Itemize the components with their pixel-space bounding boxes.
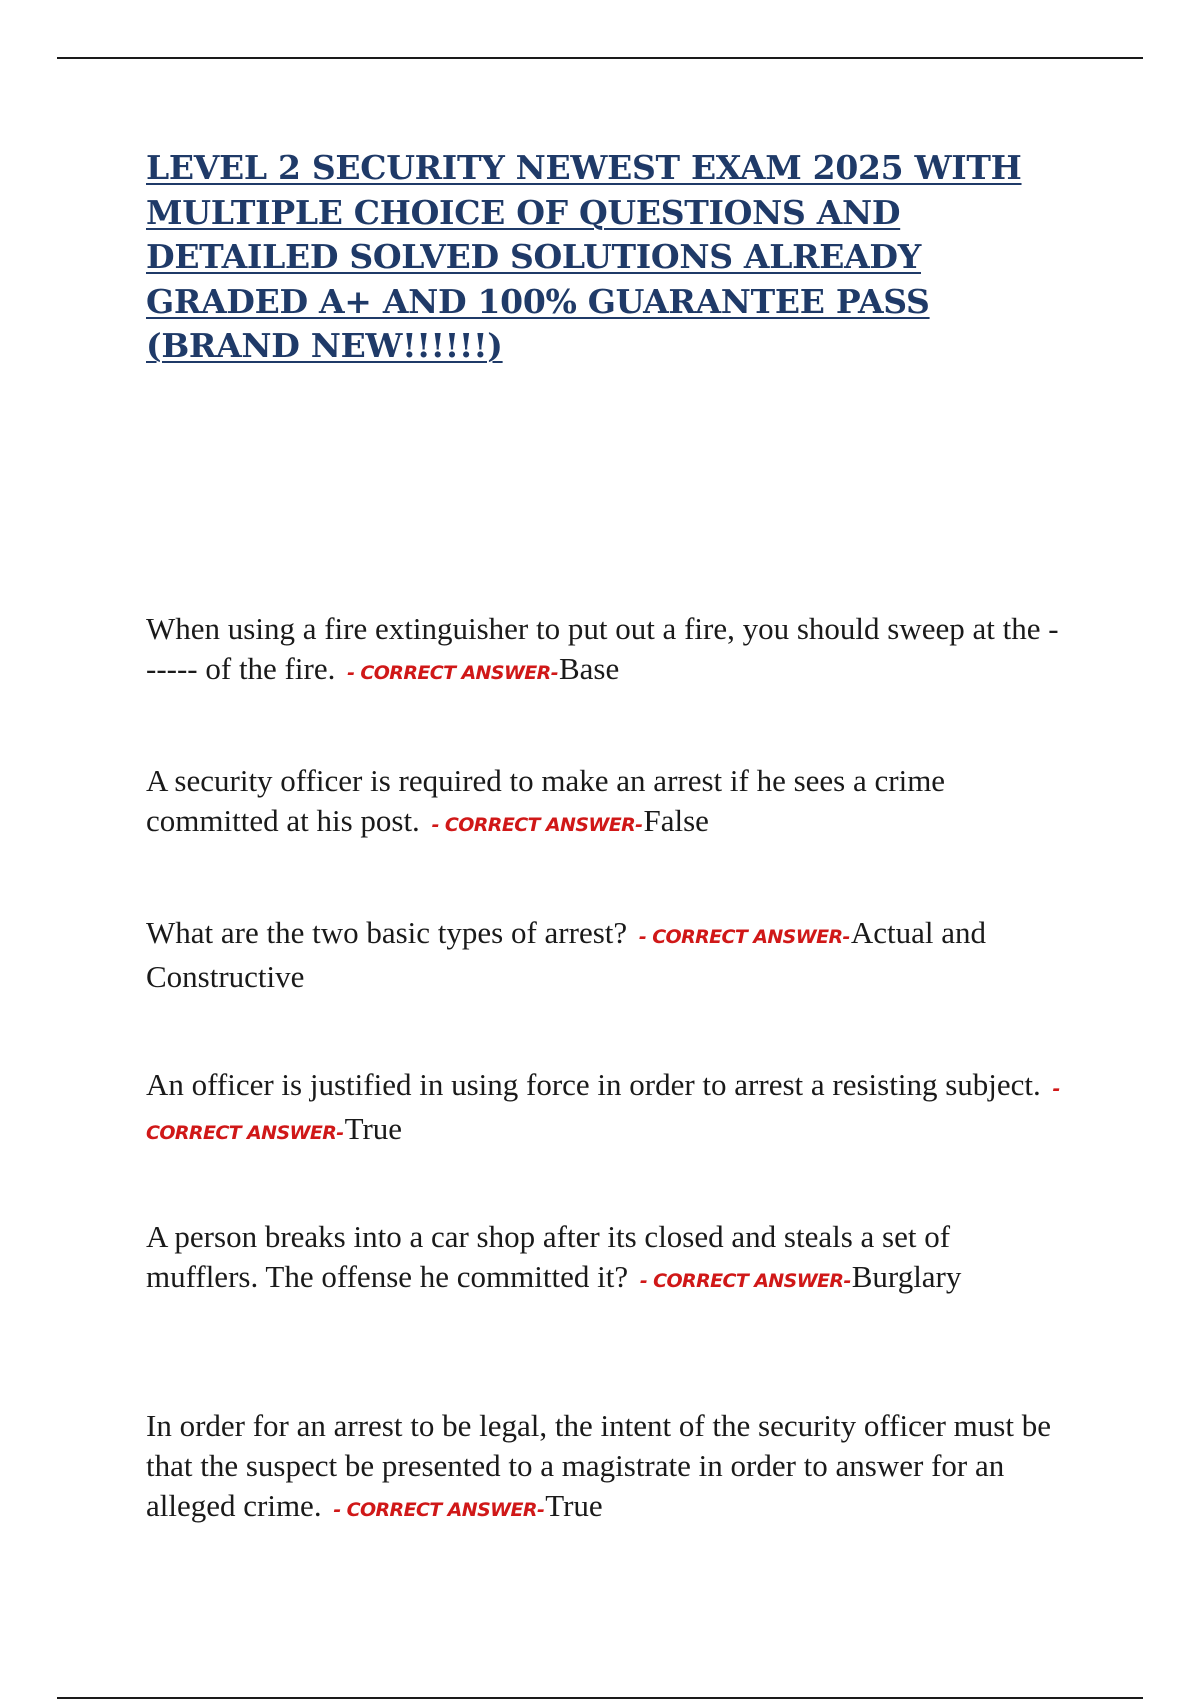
- qa-item-4: [146, 1065, 1066, 1153]
- answer-text: True: [344, 1111, 403, 1146]
- correct-answer-marker: - CORRECT ANSWER-: [431, 814, 643, 836]
- answer-text: True: [545, 1488, 603, 1523]
- question-text: In order for an arrest to be legal, the intent of the security officer must be that the suspect be presented to a magistrate in order to answer for an alleged crime.: [146, 1408, 1051, 1523]
- correct-answer-marker: - CORRECT ANSWER-: [639, 1270, 851, 1292]
- correct-answer-marker: - CORRECT ANSWER-: [347, 662, 558, 684]
- answer-text: Base: [559, 651, 620, 686]
- qa-item-6: [146, 1406, 1066, 1530]
- question-text: When using a fire extinguisher to put out a fire, you should sweep at the ------ of the fire.: [146, 611, 1059, 686]
- qa-item-5: [146, 1217, 1066, 1301]
- answer-text: Burglary: [851, 1259, 962, 1294]
- document-title: LEVEL 2 SECURITY NEWEST EXAM 2025 WITH MULTIPLE CHOICE OF QUESTIONS AND DETAILED SOLVED SOLUTIONS ALREADY GRADED A+ AND 100% GUARANTEE PASS (BRAND NEW!!!!!!): [146, 148, 1022, 365]
- correct-answer-marker: - CORRECT ANSWER-: [638, 926, 850, 948]
- top-rule: [57, 57, 1143, 59]
- bottom-rule: [57, 1697, 1143, 1699]
- question-text: An officer is justified in using force in order to arrest a resisting subject.: [146, 1067, 1041, 1102]
- correct-answer-marker: - CORRECT ANSWER-: [333, 1499, 545, 1521]
- qa-item-2: [146, 761, 1066, 845]
- answer-text: Actual and Constructive: [146, 915, 986, 994]
- correct-answer-marker: - CORRECT ANSWER-: [146, 1078, 1060, 1144]
- question-text: A person breaks into a car shop after its closed and steals a set of mufflers. The offense he committed it?: [146, 1219, 951, 1294]
- qa-item-1: [146, 609, 1066, 693]
- answer-text: False: [643, 803, 709, 838]
- question-text: A security officer is required to make an arrest if he sees a crime committed at his post.: [146, 763, 946, 838]
- qa-item-3: [146, 913, 1066, 997]
- question-text: What are the two basic types of arrest?: [146, 915, 628, 950]
